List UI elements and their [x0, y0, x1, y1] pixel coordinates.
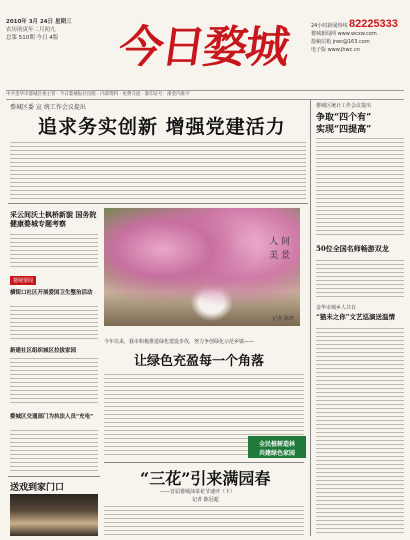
- divider: [8, 203, 308, 204]
- epaper-line[interactable]: 电子版 www.jhwc.cn: [311, 47, 360, 53]
- lunar-date: 农历庚寅年二月初九: [6, 27, 56, 33]
- lower-feature-byline: 记者 陈冠超: [192, 497, 219, 503]
- lower-feature-subhead: ——首届婺城油菜花节速评（下）: [160, 489, 236, 495]
- lower-feature-text: [104, 504, 304, 536]
- stage-performance-photo: [10, 494, 98, 536]
- masthead: [104, 14, 304, 72]
- right-text-1: [316, 136, 404, 236]
- hotline: [311, 20, 406, 30]
- ad-line-1: 全民植树造林: [258, 441, 295, 448]
- ad-line-2: 共建绿色家园: [258, 450, 295, 457]
- lower-feature-headline[interactable]: “三花”引来满园春: [140, 469, 271, 488]
- lead-kicker: 婺城区委 宣 统工作会议提出: [10, 104, 86, 111]
- paper-name: 今日婺城: [115, 22, 291, 73]
- divider: [8, 476, 100, 477]
- lead-body-text: [10, 140, 306, 200]
- flower-garden-photo: [104, 208, 300, 326]
- header-right-info: [311, 20, 406, 54]
- right-headline-1b[interactable]: 实现“四提高”: [316, 125, 372, 135]
- left-feature-headline[interactable]: 采云间沃土枫桥新貌 国务院健康婺城专题考察: [10, 210, 97, 228]
- brief-text-2: [10, 356, 98, 406]
- greening-ad[interactable]: [248, 436, 306, 458]
- brief-headline-3[interactable]: 婺城区交通部门为执法人员“充电”: [10, 414, 94, 420]
- hotline-label: 24小时新闻热线: [311, 23, 348, 29]
- right-headline-3[interactable]: “猫未之你”文艺巡演送温情: [316, 313, 395, 321]
- right-kicker-3: 金华市城乡人共有: [316, 305, 357, 311]
- right-text-2: [316, 258, 404, 298]
- header-left-info: [6, 18, 98, 42]
- issue-date: 2010年 3月 24日 星期三: [6, 19, 72, 25]
- stamp-text-2: 美 景: [269, 251, 290, 261]
- issue-number: 总第 510期 今日 4版: [6, 35, 59, 41]
- stamp-text-1: 人 间: [269, 237, 290, 247]
- divider: [104, 462, 304, 463]
- hotline-number: 82225333: [348, 18, 398, 30]
- brief-text-3: [10, 428, 98, 472]
- section-tag: 婺城要闻: [10, 276, 36, 285]
- left-feature-text: [10, 232, 98, 270]
- bottom-feature-headline[interactable]: 送戏到家门口: [10, 483, 65, 493]
- brief-text-1: [10, 304, 98, 340]
- right-text-3: [316, 326, 404, 536]
- column-divider: [310, 100, 311, 536]
- center-headline[interactable]: 让绿色充盈每一个角落: [134, 354, 265, 369]
- photo-credit: 记者 陈鸿: [272, 316, 294, 322]
- website-line[interactable]: 婺城新闻网 www.wcxw.com: [311, 31, 377, 37]
- brief-headline-1[interactable]: 横街口社区开展爱国卫生整治活动: [10, 290, 93, 296]
- right-headline-2[interactable]: 50位全国名师畅游双龙: [316, 244, 389, 253]
- email-line[interactable]: 投稿信箱 jrwc@163.com: [311, 39, 370, 45]
- center-subhead: 今年以来，我市积极推进绿化建设步伐，努力争创绿化示范乡镇——: [104, 339, 255, 345]
- publisher-bar: 中共金华市婺城区委主管 · 今日婺城报社出版 · 内部资料 · 免费交流 · 准印证号：浙金内准字: [6, 90, 404, 100]
- brief-headline-2[interactable]: 新建社区组织城区拉拔家园: [10, 348, 77, 354]
- lead-headline[interactable]: 追求务实创新 增强党建活力: [38, 116, 286, 138]
- right-headline-1a[interactable]: 争取“四个有”: [316, 113, 372, 123]
- right-kicker-1: 婺城区统计工作会议提出: [316, 103, 372, 109]
